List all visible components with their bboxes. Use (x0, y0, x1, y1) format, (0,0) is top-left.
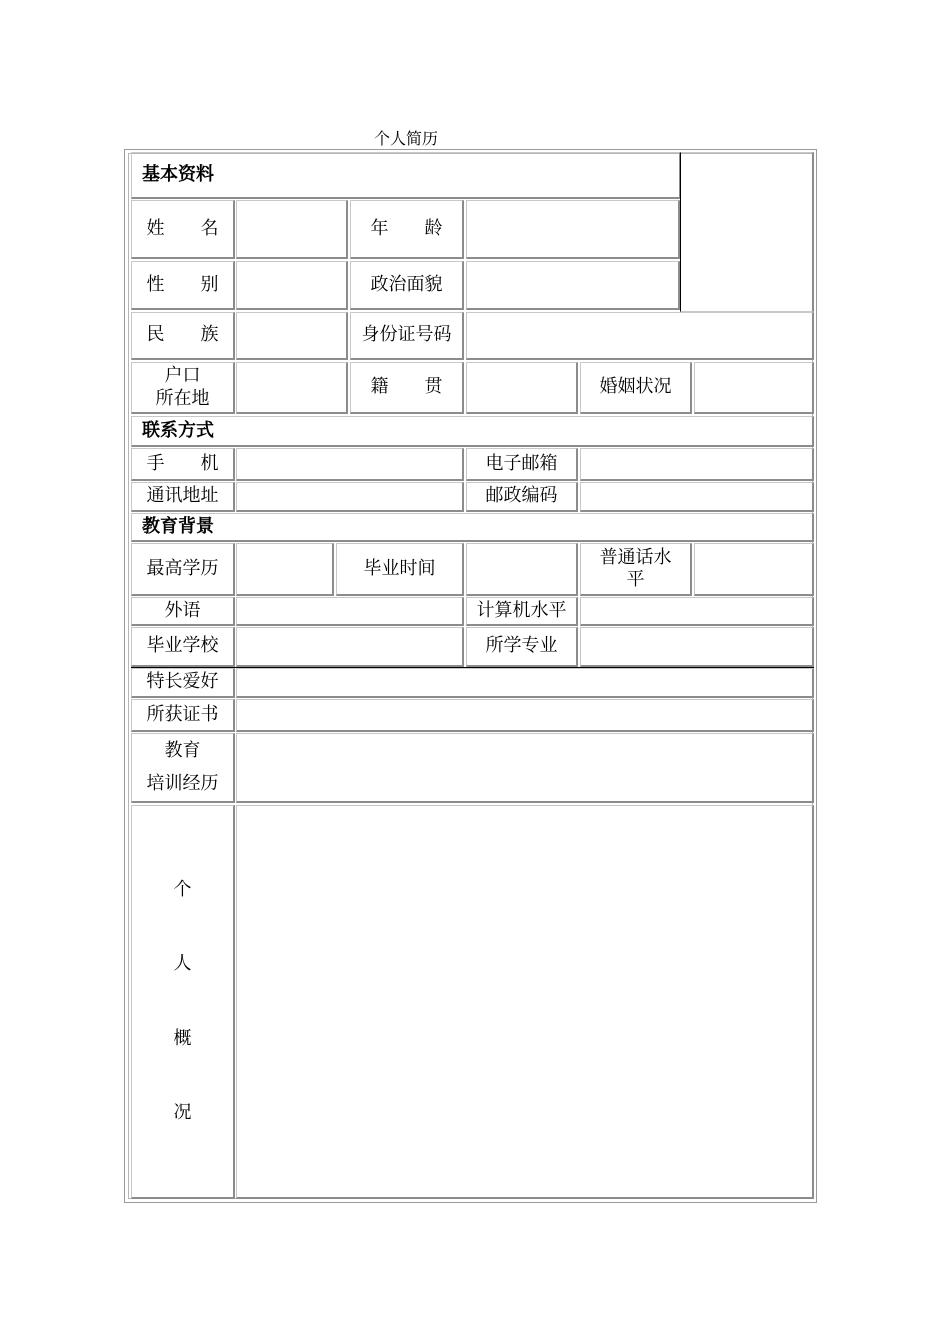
field-ethnicity[interactable] (236, 312, 348, 360)
label-political-status: 政治面貌 (350, 261, 464, 310)
field-graduation-time[interactable] (466, 543, 578, 596)
field-native-place[interactable] (466, 362, 578, 414)
label-major: 所学专业 (466, 627, 578, 667)
label-ethnicity: 民 族 (131, 312, 235, 360)
label-postcode: 邮政编码 (466, 482, 578, 512)
label-highest-degree: 最高学历 (131, 543, 235, 596)
field-mobile[interactable] (236, 448, 464, 481)
section-basic-info: 基本资料 (131, 152, 681, 199)
field-hukou[interactable] (236, 362, 348, 414)
label-training-line1: 教育 (164, 740, 201, 761)
label-native-place: 籍 贯 (350, 362, 464, 414)
field-school[interactable] (236, 627, 464, 667)
profile-char: 人 (173, 953, 192, 974)
field-foreign-language[interactable] (236, 597, 464, 626)
field-address[interactable] (236, 482, 464, 512)
field-name[interactable] (236, 200, 348, 259)
field-training[interactable] (236, 733, 814, 803)
profile-char: 况 (173, 1102, 192, 1123)
label-marital-status: 婚姻状况 (580, 362, 692, 414)
section-education: 教育背景 (131, 513, 814, 542)
field-personal-profile[interactable] (236, 805, 814, 1199)
label-age: 年 龄 (350, 200, 464, 259)
label-computer-level: 计算机水平 (466, 597, 578, 626)
field-certificates[interactable] (236, 699, 814, 732)
label-email: 电子邮箱 (466, 448, 578, 481)
label-hukou-line1: 户口 (164, 365, 201, 386)
label-mobile: 手 机 (131, 448, 235, 481)
field-major[interactable] (580, 627, 814, 667)
label-address: 通讯地址 (131, 482, 235, 512)
field-marital-status[interactable] (694, 362, 814, 414)
field-email[interactable] (580, 448, 814, 481)
label-hukou (131, 362, 235, 414)
field-political-status[interactable] (466, 261, 680, 310)
section-contact: 联系方式 (131, 416, 814, 447)
label-graduation-time: 毕业时间 (336, 543, 464, 596)
field-age[interactable] (466, 200, 680, 259)
field-id-number[interactable] (466, 312, 814, 360)
label-name: 姓 名 (131, 200, 235, 259)
label-training-line2: 培训经历 (146, 772, 219, 794)
label-putonghua-line1: 普通话水 (599, 546, 672, 568)
label-certificates: 所获证书 (131, 699, 235, 732)
label-school: 毕业学校 (131, 627, 235, 667)
label-putonghua (580, 543, 692, 596)
label-id-number: 身份证号码 (350, 312, 464, 360)
profile-char: 概 (173, 1027, 192, 1049)
field-putonghua[interactable] (694, 543, 814, 596)
label-gender: 性 别 (131, 261, 235, 310)
page-title: 个人简历 (373, 129, 438, 148)
field-postcode[interactable] (580, 482, 814, 512)
field-computer-level[interactable] (580, 597, 814, 626)
label-personal-profile (131, 805, 235, 1199)
label-putonghua-line2: 平 (626, 569, 645, 590)
profile-char: 个 (173, 878, 192, 900)
label-training (131, 733, 235, 803)
field-gender[interactable] (236, 261, 348, 310)
label-foreign-language: 外语 (131, 597, 235, 626)
photo-box[interactable] (680, 152, 814, 312)
field-highest-degree[interactable] (236, 543, 334, 596)
label-hobbies: 特长爱好 (131, 668, 235, 698)
label-hukou-line2: 所在地 (155, 387, 210, 409)
field-hobbies[interactable] (236, 668, 814, 698)
